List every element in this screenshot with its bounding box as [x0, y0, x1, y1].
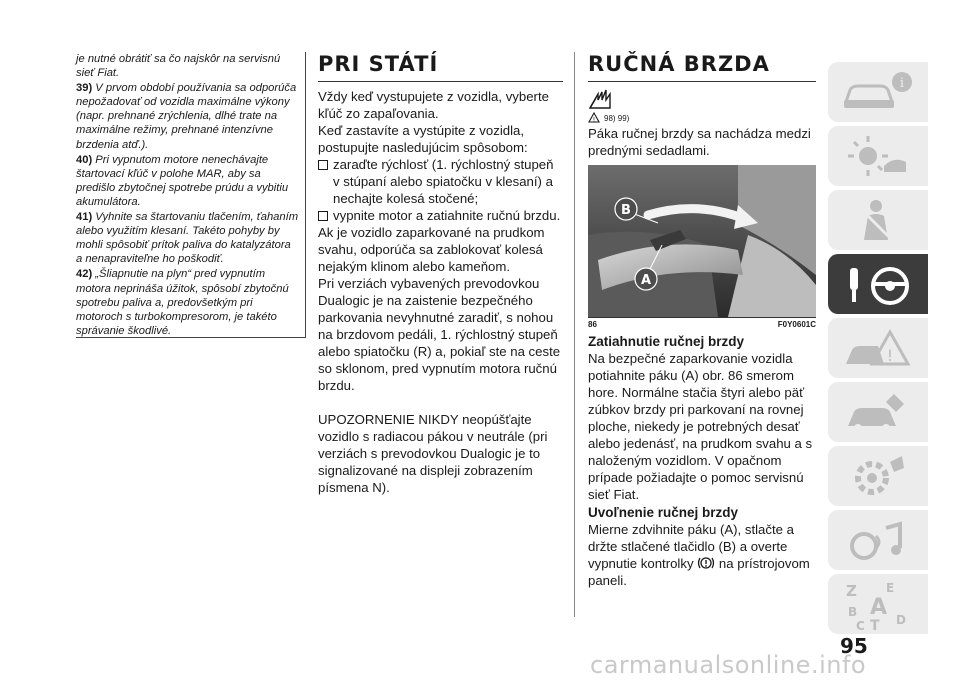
sidebar-item-technical-data[interactable] [828, 446, 928, 506]
sidebar-item-emergency[interactable] [828, 318, 928, 378]
subheading-release: Uvoľnenie ručnej brzdy [588, 505, 738, 520]
warning-refs [588, 112, 816, 123]
sidebar-item-maintenance[interactable] [828, 382, 928, 442]
svg-text:!: ! [592, 116, 596, 123]
sidebar-item-index[interactable] [828, 574, 928, 634]
figure-caption [588, 320, 816, 329]
handbrake-warning-icon [588, 88, 618, 110]
sidebar-item-dashboard[interactable] [828, 62, 928, 122]
brake-warning-lamp-icon [697, 556, 715, 570]
pri-stati-intro2: Keď zastavíte a vystúpite z vozidla, postupujte nasledujúcim spôsobom: [318, 123, 528, 155]
section-title-rucna-brzda: RUČNÁ BRZDA [588, 52, 816, 82]
alphabet-index-icon [838, 580, 918, 632]
figure-number: 86 [588, 320, 597, 329]
sun-icon [838, 132, 918, 180]
rucna-brzda-intro: Páka ručnej brzdy sa nachádza medzi prednými sedadlami. [588, 126, 811, 158]
car-info-icon [838, 68, 918, 116]
svg-text:Z: Z [846, 582, 857, 600]
music-note-icon [838, 516, 918, 564]
pri-stati-para1: Ak je vozidlo zaparkované na prudkom svahu, odporúča sa zablokovať kolesá nejakým klinom alebo kameňom. [318, 225, 545, 274]
figure-label-a: A [640, 273, 652, 288]
watermark: carmanualsonline.info [590, 651, 867, 679]
svg-text:E: E [886, 581, 895, 595]
notes-box [76, 52, 306, 338]
key-steering-wheel-icon [838, 260, 918, 308]
bullet-item: zaraďte rýchlosť (1. rýchlostný stupeň v stúpaní alebo spiatočku v klesaní) a nechajte kolesá stočené; [318, 156, 563, 207]
column-divider [574, 52, 575, 617]
svg-text:D: D [896, 613, 906, 627]
chapter-sidebar [828, 62, 928, 638]
seatbelt-person-icon [838, 196, 918, 244]
warning-car-icon [838, 324, 918, 372]
note-continuation: je nutné obrátiť sa čo najskôr na servisnú sieť Fiat. [76, 53, 281, 80]
checkbox-bullet-icon [318, 160, 328, 170]
gear-wrench-icon [838, 452, 918, 500]
sidebar-item-lights[interactable] [828, 126, 928, 186]
checkbox-bullet-icon [318, 211, 328, 221]
note-40: 40) Pri vypnutom motore nenechávajte štartovací kľúč v polohe MAR, aby sa predišlo zbytočnej spotrebe prúdu a vybitiu akumulátora. [76, 153, 289, 208]
note-42: 42) „Šliapnutie na plyn“ pred vypnutím motora neprináša úžitok, spôsobí zbytočnú spotrebu paliva a, predovšetkým pri motoroch s turbokompresorom, je takéto správanie škodlivé. [76, 268, 289, 337]
svg-text:A: A [870, 595, 888, 620]
bullet-item: vypnite motor a zatiahnite ručnú brzdu. [318, 207, 563, 224]
warning-ref-numbers: 98) 99) [604, 114, 630, 123]
section-title-pri-stati: PRI STÁTÍ [318, 52, 563, 82]
svg-text:T: T [870, 618, 880, 632]
handbrake-illustration [588, 165, 816, 317]
svg-text:B: B [848, 605, 858, 619]
pri-stati-intro1: Vždy keď vystupujete z vozidla, vyberte kľúč zo zapaľovania. [318, 89, 549, 121]
rucna-brzda-section [588, 52, 816, 589]
notes-column [76, 52, 306, 338]
handbrake-figure [588, 165, 816, 318]
car-tools-icon [838, 388, 918, 436]
svg-text:!: ! [886, 346, 894, 365]
pri-stati-para2: Pri verziách vybavených prevodovkou Dualogic je na zaistenie bezpečného parkovania nevyhnutné zaradiť, s nohou na brzdovom pedáli, 1. rýchlostný stupeň alebo spiatočku (R) a, pokiaľ ste na ceste so sklonom, pred vypnutím motora ručnú brzdu. [318, 276, 561, 393]
figure-label-b: B [621, 203, 631, 218]
pri-stati-section [318, 52, 563, 496]
svg-text:C: C [856, 619, 865, 632]
subheading-apply: Zatiahnutie ručnej brzdy [588, 334, 745, 349]
pri-stati-warning: UPOZORNENIE NIKDY neopúšťajte vozidlo s radiacou pákou v neutrále (pri verziách s prevodovkou Dualogic je to signalizované na displeji zobrazením písmena N). [318, 412, 548, 495]
page-number: 95 [840, 634, 868, 658]
reference-icons [588, 88, 816, 110]
figure-code: F0Y0601C [777, 320, 816, 329]
sidebar-item-multimedia[interactable] [828, 510, 928, 570]
sidebar-item-starting-driving[interactable] [828, 254, 928, 314]
apply-text: Na bezpečné zaparkovanie vozidla potiahnite páku (A) obr. 86 smerom hore. Normálne stačia štyri alebo päť zúbkov brzdy pri parkovaní na rovnej ploche, niekedy je potrebných desať alebo jedenásť, na prudkom svahu a s naloženým vozidlom. V opačnom prípade požiadajte o pomoc servisnú sieť Fiat. [588, 351, 813, 502]
sidebar-item-safety[interactable] [828, 190, 928, 250]
note-41: 41) Vyhnite sa štartovaniu tlačením, ťahaním alebo využitím klesaní. Takéto pohyby by mohli spôsobiť prítok paliva do katalyzátora a nenapraviteľne ho poškodiť. [76, 211, 299, 266]
warning-triangle-icon [588, 112, 600, 123]
note-39: 39) V prvom období používania sa odporúča nepožadovať od vozidla maximálne výkony (napr. prehnané zrýchlenia, dlhé trate na maximálne režimy, prehnané intenzívne brzdenia atď.). [76, 82, 297, 151]
svg-text:i: i [899, 76, 905, 91]
release-text: Mierne zdvihnite páku (A), stlačte a držte stlačené tlačidlo (B) a overte vypnutie kontrolky na prístrojovom paneli. [588, 522, 810, 588]
